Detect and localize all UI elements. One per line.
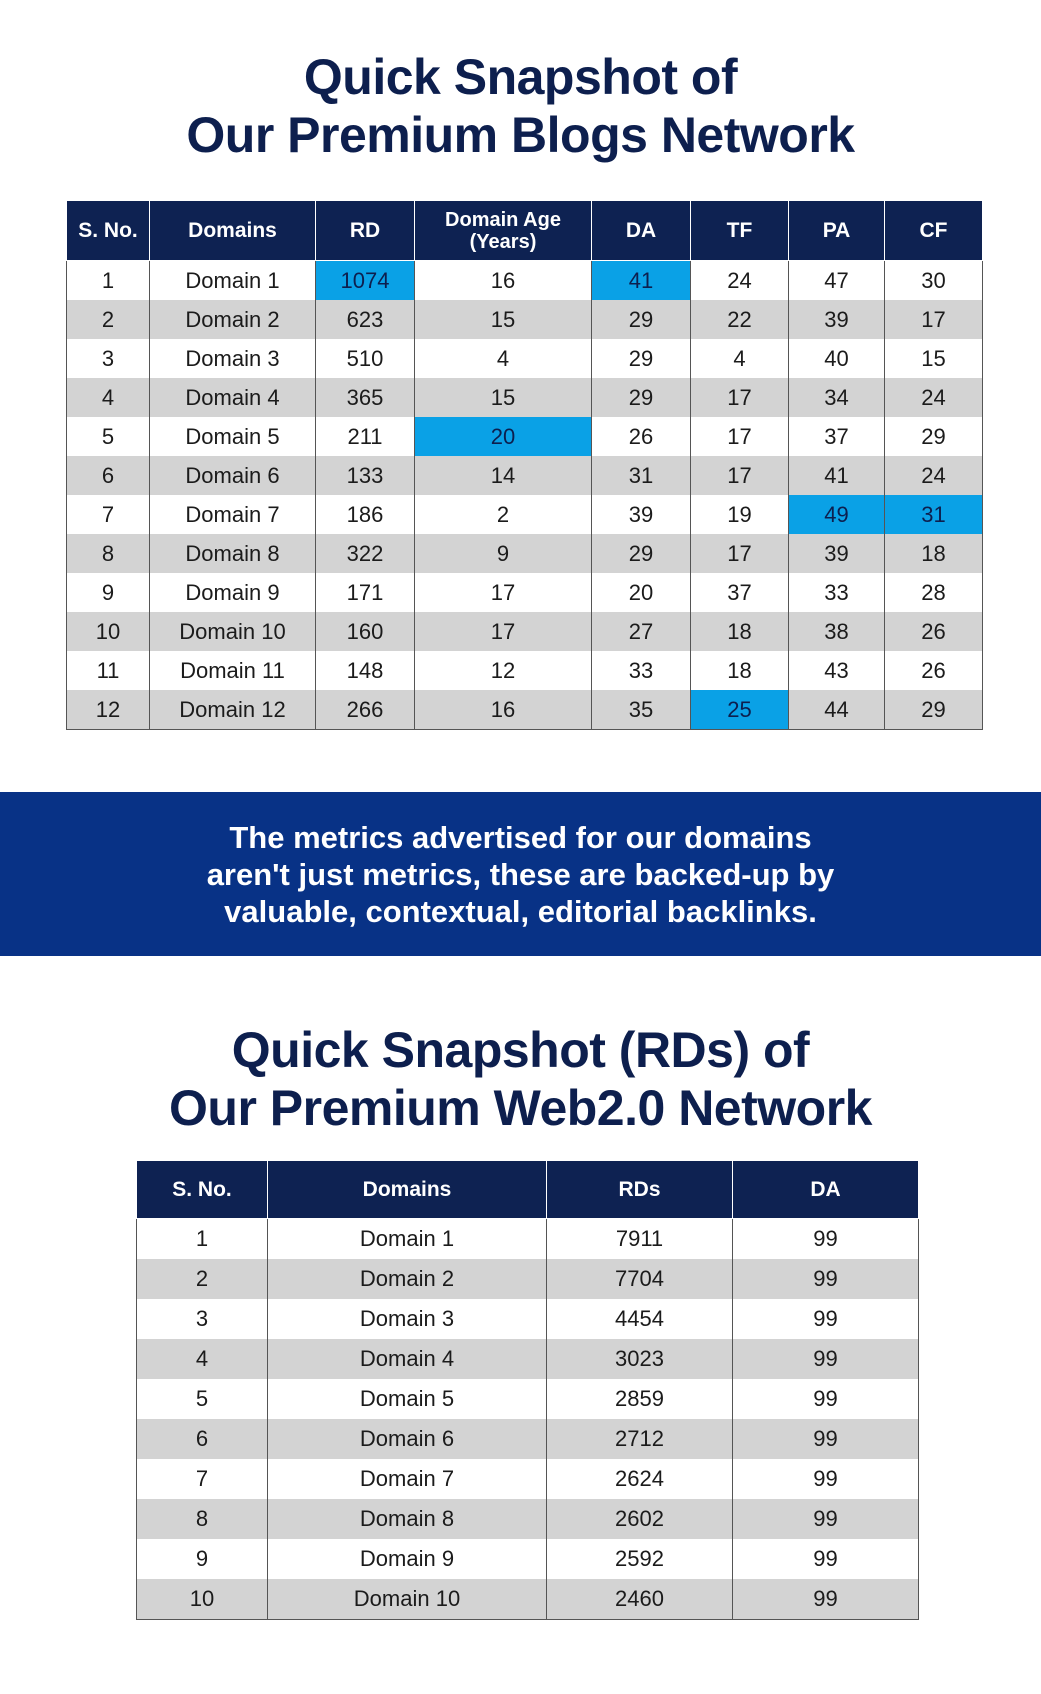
cell-da: 27 (592, 612, 691, 651)
cell-pa: 41 (789, 456, 885, 495)
table-row (67, 417, 983, 456)
cell-sno: 2 (67, 300, 150, 339)
cell-da: 29 (592, 534, 691, 573)
cell-domain: Domain 7 (268, 1459, 547, 1499)
cell-da: 29 (592, 300, 691, 339)
table-row (137, 1499, 919, 1539)
web2-network-title (0, 1021, 1041, 1137)
cell-sno: 4 (137, 1339, 268, 1379)
cell-da: 41 (592, 261, 691, 301)
cell-da: 20 (592, 573, 691, 612)
cell-pa: 33 (789, 573, 885, 612)
cell-domain: Domain 7 (150, 495, 316, 534)
cell-cf: 17 (885, 300, 983, 339)
cell-da: 99 (733, 1339, 919, 1379)
cell-rd: 186 (316, 495, 415, 534)
cell-domain: Domain 8 (268, 1499, 547, 1539)
column-header-da: DA (733, 1161, 919, 1219)
cell-domain: Domain 10 (150, 612, 316, 651)
cell-cf: 26 (885, 651, 983, 690)
table-row (137, 1579, 919, 1620)
cell-domain-age: 17 (415, 573, 592, 612)
cell-domain-age: 2 (415, 495, 592, 534)
cell-domain-age: 14 (415, 456, 592, 495)
cell-rd: 510 (316, 339, 415, 378)
cell-rd: 266 (316, 690, 415, 730)
table-row (137, 1539, 919, 1579)
cell-tf: 17 (691, 456, 789, 495)
cell-pa: 40 (789, 339, 885, 378)
cell-tf: 4 (691, 339, 789, 378)
cell-tf: 18 (691, 612, 789, 651)
cell-rds: 7704 (547, 1259, 733, 1299)
cell-pa: 34 (789, 378, 885, 417)
banner-line: valuable, contextual, editorial backlinks. (224, 893, 817, 929)
cell-rds: 2592 (547, 1539, 733, 1579)
cell-da: 99 (733, 1219, 919, 1260)
cell-da: 99 (733, 1499, 919, 1539)
cell-da: 33 (592, 651, 691, 690)
cell-da: 31 (592, 456, 691, 495)
table-row (67, 495, 983, 534)
cell-rds: 2624 (547, 1459, 733, 1499)
cell-rds: 3023 (547, 1339, 733, 1379)
cell-domain: Domain 8 (150, 534, 316, 573)
cell-da: 39 (592, 495, 691, 534)
cell-domain: Domain 9 (268, 1539, 547, 1579)
cell-da: 99 (733, 1299, 919, 1339)
table-row (67, 612, 983, 651)
cell-cf: 24 (885, 456, 983, 495)
cell-sno: 6 (67, 456, 150, 495)
cell-domain-age: 4 (415, 339, 592, 378)
cell-domain: Domain 12 (150, 690, 316, 730)
cell-da: 99 (733, 1259, 919, 1299)
cell-domain: Domain 9 (150, 573, 316, 612)
cell-da: 99 (733, 1459, 919, 1499)
cell-rd: 211 (316, 417, 415, 456)
table-row (67, 339, 983, 378)
banner-line: The metrics advertised for our domains (229, 819, 812, 855)
cell-tf: 17 (691, 378, 789, 417)
column-header-sno: S. No. (137, 1161, 268, 1219)
cell-sno: 11 (67, 651, 150, 690)
blogs-network-table (66, 200, 983, 730)
cell-rd: 322 (316, 534, 415, 573)
cell-domain: Domain 1 (268, 1219, 547, 1260)
table-row (67, 300, 983, 339)
cell-sno: 3 (137, 1299, 268, 1339)
cell-sno: 6 (137, 1419, 268, 1459)
table-header-row (137, 1161, 919, 1219)
cell-sno: 1 (137, 1219, 268, 1260)
cell-pa: 43 (789, 651, 885, 690)
column-header-pa: PA (789, 201, 885, 261)
cell-da: 99 (733, 1579, 919, 1620)
title-line: Quick Snapshot of (303, 49, 738, 105)
cell-domain: Domain 6 (268, 1419, 547, 1459)
table-row (67, 534, 983, 573)
title-line: Our Premium Blogs Network (186, 107, 855, 163)
column-header-cf: CF (885, 201, 983, 261)
cell-tf: 17 (691, 534, 789, 573)
cell-pa: 44 (789, 690, 885, 730)
column-header-rd: RD (316, 201, 415, 261)
cell-cf: 28 (885, 573, 983, 612)
cell-domain: Domain 11 (150, 651, 316, 690)
table-row (137, 1299, 919, 1339)
cell-pa: 47 (789, 261, 885, 301)
column-header-domains: Domains (268, 1161, 547, 1219)
cell-rd: 171 (316, 573, 415, 612)
cell-sno: 5 (67, 417, 150, 456)
column-header-da: DA (592, 201, 691, 261)
cell-tf: 18 (691, 651, 789, 690)
cell-tf: 22 (691, 300, 789, 339)
cell-tf: 17 (691, 417, 789, 456)
cell-sno: 4 (67, 378, 150, 417)
title-line: Quick Snapshot (RDs) of (231, 1022, 810, 1078)
cell-rds: 2602 (547, 1499, 733, 1539)
cell-domain: Domain 5 (150, 417, 316, 456)
cell-cf: 30 (885, 261, 983, 301)
cell-domain: Domain 2 (150, 300, 316, 339)
cell-cf: 18 (885, 534, 983, 573)
cell-tf: 24 (691, 261, 789, 301)
cell-da: 99 (733, 1379, 919, 1419)
cell-sno: 2 (137, 1259, 268, 1299)
metrics-banner (0, 792, 1041, 956)
cell-sno: 5 (137, 1379, 268, 1419)
cell-rd: 133 (316, 456, 415, 495)
cell-da: 26 (592, 417, 691, 456)
cell-domain-age: 16 (415, 261, 592, 301)
cell-cf: 31 (885, 495, 983, 534)
cell-domain-age: 16 (415, 690, 592, 730)
cell-sno: 10 (137, 1579, 268, 1620)
table-row (67, 261, 983, 301)
cell-cf: 26 (885, 612, 983, 651)
table-row (67, 573, 983, 612)
cell-pa: 38 (789, 612, 885, 651)
table-row (137, 1419, 919, 1459)
title-line: Our Premium Web2.0 Network (169, 1080, 872, 1136)
column-header-sno: S. No. (67, 201, 150, 261)
cell-domain: Domain 3 (150, 339, 316, 378)
cell-da: 29 (592, 339, 691, 378)
cell-sno: 9 (137, 1539, 268, 1579)
cell-pa: 39 (789, 300, 885, 339)
cell-pa: 49 (789, 495, 885, 534)
table-row (67, 651, 983, 690)
cell-domain: Domain 6 (150, 456, 316, 495)
cell-sno: 9 (67, 573, 150, 612)
cell-da: 29 (592, 378, 691, 417)
web2-network-table (136, 1160, 919, 1620)
cell-sno: 12 (67, 690, 150, 730)
cell-sno: 7 (137, 1459, 268, 1499)
cell-domain-age: 20 (415, 417, 592, 456)
table-row (67, 456, 983, 495)
cell-cf: 29 (885, 690, 983, 730)
cell-rds: 2460 (547, 1579, 733, 1620)
blogs-network-title (0, 48, 1041, 164)
cell-domain: Domain 2 (268, 1259, 547, 1299)
cell-rds: 2712 (547, 1419, 733, 1459)
table-row (67, 378, 983, 417)
cell-domain: Domain 1 (150, 261, 316, 301)
cell-tf: 25 (691, 690, 789, 730)
cell-sno: 3 (67, 339, 150, 378)
cell-rd: 365 (316, 378, 415, 417)
banner-line: aren't just metrics, these are backed-up by (206, 856, 835, 892)
cell-rd: 623 (316, 300, 415, 339)
cell-domain: Domain 5 (268, 1379, 547, 1419)
cell-sno: 8 (137, 1499, 268, 1539)
cell-rds: 2859 (547, 1379, 733, 1419)
cell-da: 35 (592, 690, 691, 730)
cell-domain: Domain 4 (150, 378, 316, 417)
table-row (67, 690, 983, 730)
cell-rds: 7911 (547, 1219, 733, 1260)
table-header-row (67, 201, 983, 261)
cell-cf: 24 (885, 378, 983, 417)
cell-domain-age: 12 (415, 651, 592, 690)
cell-sno: 10 (67, 612, 150, 651)
cell-sno: 7 (67, 495, 150, 534)
cell-sno: 8 (67, 534, 150, 573)
table-row (137, 1379, 919, 1419)
column-header-tf: TF (691, 201, 789, 261)
cell-rd: 148 (316, 651, 415, 690)
cell-cf: 29 (885, 417, 983, 456)
cell-domain: Domain 4 (268, 1339, 547, 1379)
cell-rd: 1074 (316, 261, 415, 301)
cell-sno: 1 (67, 261, 150, 301)
table-row (137, 1219, 919, 1260)
column-header-rds: RDs (547, 1161, 733, 1219)
table-row (137, 1339, 919, 1379)
cell-rd: 160 (316, 612, 415, 651)
cell-domain-age: 15 (415, 378, 592, 417)
cell-tf: 37 (691, 573, 789, 612)
column-header-domain-age: Domain Age (Years) (415, 201, 592, 261)
table-row (137, 1259, 919, 1299)
cell-domain-age: 17 (415, 612, 592, 651)
cell-domain-age: 9 (415, 534, 592, 573)
table-row (137, 1459, 919, 1499)
cell-da: 99 (733, 1419, 919, 1459)
column-header-domains: Domains (150, 201, 316, 261)
banner-text (71, 819, 971, 930)
cell-pa: 39 (789, 534, 885, 573)
cell-rds: 4454 (547, 1299, 733, 1339)
cell-tf: 19 (691, 495, 789, 534)
cell-domain: Domain 3 (268, 1299, 547, 1339)
cell-pa: 37 (789, 417, 885, 456)
cell-da: 99 (733, 1539, 919, 1579)
cell-domain-age: 15 (415, 300, 592, 339)
cell-cf: 15 (885, 339, 983, 378)
cell-domain: Domain 10 (268, 1579, 547, 1620)
